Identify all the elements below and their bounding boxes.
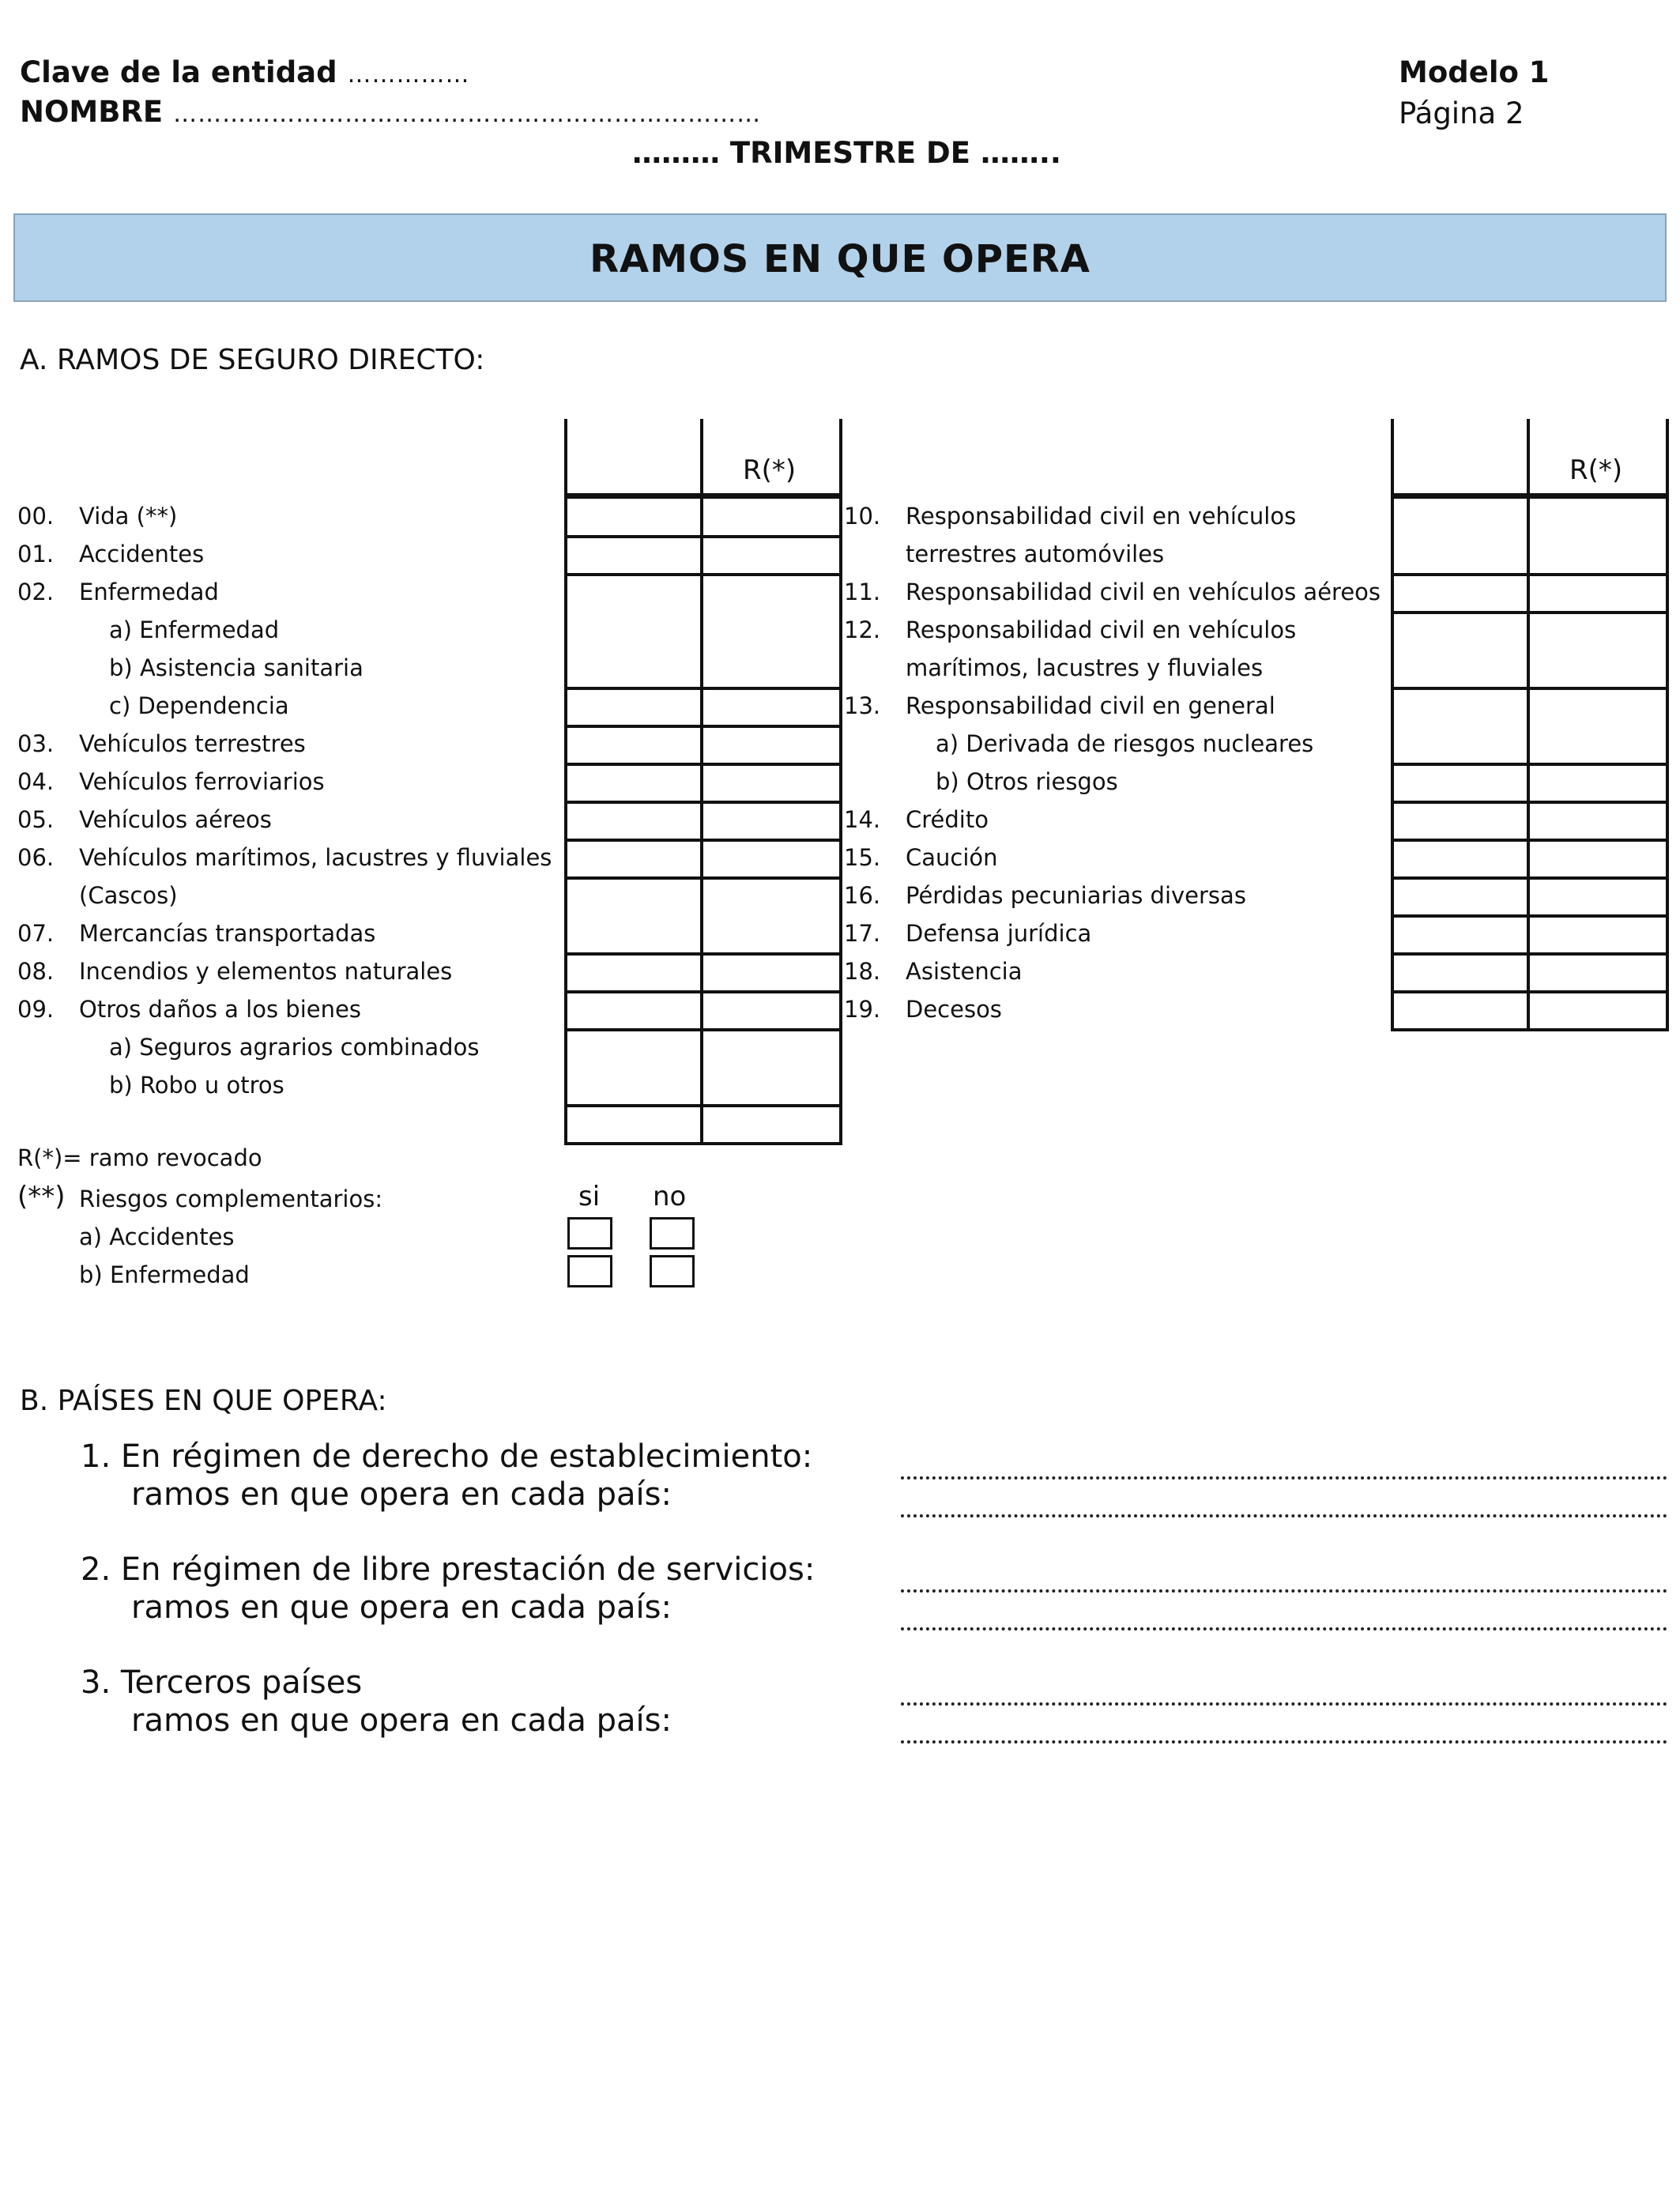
clave-label: Clave de la entidad	[20, 55, 337, 89]
right-ramo-row	[844, 535, 1381, 573]
right-ramo-row	[844, 611, 1381, 649]
pagina-label: Página 2	[1399, 96, 1524, 130]
right-ramo-label: a) Derivada de riesgos nucleares	[936, 730, 1314, 757]
right-table-mark-cell[interactable]	[1394, 613, 1527, 687]
r-revocado-header: R(*)	[743, 454, 797, 486]
left-ramo-row	[17, 649, 555, 687]
left-table-hline	[564, 1142, 842, 1145]
right-ramo-number: 17.	[844, 920, 881, 947]
right-table-revocado-cell[interactable]	[1530, 575, 1666, 611]
left-ramo-label: Mercancías transportadas	[79, 920, 376, 947]
left-ramo-label: Accidentes	[79, 541, 205, 567]
accidentes-si-checkbox[interactable]	[567, 1217, 612, 1250]
left-table-mark-cell[interactable]	[567, 575, 700, 687]
left-table-vline	[839, 419, 842, 1145]
right-ramo-number: 10.	[844, 503, 881, 530]
right-ramos-table	[1391, 419, 1669, 1035]
footnote-r-revocado: R(*)= ramo revocado	[17, 1144, 262, 1171]
left-ramo-label: Vehículos marítimos, lacustres y fluviales	[79, 844, 552, 871]
right-ramo-label: Crédito	[906, 806, 989, 833]
right-table-mark-cell[interactable]	[1394, 916, 1527, 952]
left-table-header-rule	[564, 493, 842, 499]
left-ramo-row	[17, 990, 555, 1028]
title-banner	[13, 213, 1667, 302]
right-ramo-number: 15.	[844, 844, 881, 871]
left-ramo-number: 06.	[17, 844, 55, 871]
left-ramo-label: Enfermedad	[79, 579, 219, 605]
b-item-2-line1: 2. En régimen de libre prestación de servicios:	[81, 1551, 816, 1588]
left-table-mark-cell[interactable]	[567, 840, 700, 876]
b-item-1-answer-line-1[interactable]	[901, 1476, 1667, 1480]
left-table-revocado-cell[interactable]	[703, 1106, 839, 1142]
right-table-mark-cell[interactable]	[1394, 764, 1527, 801]
riesgo-accidentes-label: a) Accidentes	[79, 1223, 235, 1250]
right-ramo-label: Asistencia	[906, 958, 1023, 985]
right-table-revocado-cell[interactable]	[1530, 992, 1666, 1028]
right-ramo-row	[844, 801, 1381, 839]
right-table-revocado-cell[interactable]	[1530, 499, 1666, 573]
left-table-revocado-cell[interactable]	[703, 499, 839, 535]
left-ramo-row	[17, 725, 555, 763]
left-table-revocado-cell[interactable]	[703, 1030, 839, 1104]
b-item-3-line2: ramos en que opera en cada país:	[131, 1702, 672, 1739]
left-ramo-number: 08.	[17, 958, 55, 985]
left-ramo-number: 02.	[17, 579, 55, 605]
left-table-mark-cell[interactable]	[567, 764, 700, 801]
right-table-revocado-cell[interactable]	[1530, 878, 1666, 914]
left-table-revocado-cell[interactable]	[703, 764, 839, 801]
right-ramo-number: 19.	[844, 996, 881, 1023]
riesgo-enfermedad-label: b) Enfermedad	[79, 1261, 250, 1288]
right-ramo-number: 11.	[844, 579, 881, 605]
b-item-1-line2: ramos en que opera en cada país:	[131, 1476, 672, 1513]
right-table-mark-cell[interactable]	[1394, 688, 1527, 763]
right-ramo-label: terrestres automóviles	[906, 541, 1165, 567]
left-ramo-row	[17, 952, 555, 990]
left-ramo-label: Vida (**)	[79, 503, 178, 530]
right-ramo-number: 14.	[844, 806, 881, 833]
left-ramo-label: b) Asistencia sanitaria	[109, 654, 363, 681]
right-ramo-label: Decesos	[906, 996, 1002, 1023]
left-table-mark-cell[interactable]	[567, 802, 700, 839]
b-item-1-answer-line-2[interactable]	[901, 1514, 1667, 1517]
nombre-line	[20, 95, 761, 129]
left-ramo-label: c) Dependencia	[109, 692, 289, 719]
left-ramo-number: 04.	[17, 768, 55, 795]
left-ramo-label: Vehículos terrestres	[79, 730, 306, 757]
right-ramo-number: 13.	[844, 692, 881, 719]
b-item-2-answer-line-2[interactable]	[901, 1627, 1667, 1630]
left-table-revocado-cell[interactable]	[703, 954, 839, 990]
b-item-3-line1: 3. Terceros países	[81, 1664, 363, 1701]
enfermedad-si-checkbox[interactable]	[567, 1255, 612, 1287]
left-table-mark-cell[interactable]	[567, 688, 700, 725]
right-ramo-number: 16.	[844, 882, 881, 909]
right-ramo-number: 12.	[844, 616, 881, 643]
left-table-revocado-cell[interactable]	[703, 575, 839, 687]
accidentes-no-checkbox[interactable]	[650, 1217, 695, 1250]
nombre-dots: ………………………………………………………………	[173, 100, 762, 128]
no-label: no	[653, 1181, 687, 1212]
left-ramo-number: 03.	[17, 730, 55, 757]
left-ramo-row	[17, 801, 555, 839]
enfermedad-no-checkbox[interactable]	[650, 1255, 695, 1287]
left-table-revocado-cell[interactable]	[703, 992, 839, 1028]
right-table-mark-cell[interactable]	[1394, 878, 1527, 914]
right-ramo-label: b) Otros riesgos	[936, 768, 1118, 795]
right-table-mark-cell[interactable]	[1394, 499, 1527, 573]
left-ramo-number: 09.	[17, 996, 55, 1023]
left-table-mark-cell[interactable]	[567, 726, 700, 763]
right-ramo-row	[844, 649, 1381, 687]
left-table-revocado-cell[interactable]	[703, 726, 839, 763]
left-table-mark-cell[interactable]	[567, 1030, 700, 1104]
left-ramo-label: Otros daños a los bienes	[79, 996, 361, 1023]
left-ramo-row	[17, 687, 555, 725]
left-ramo-number: 00.	[17, 503, 55, 530]
left-table-mark-cell[interactable]	[567, 992, 700, 1028]
left-table-revocado-cell[interactable]	[703, 840, 839, 876]
left-ramo-label: (Cascos)	[79, 882, 178, 909]
right-ramo-row	[844, 914, 1381, 952]
left-table-revocado-cell[interactable]	[703, 688, 839, 725]
left-table-revocado-cell[interactable]	[703, 878, 839, 952]
clave-dots: ……………	[347, 61, 470, 89]
right-table-revocado-cell[interactable]	[1530, 954, 1666, 990]
left-table-revocado-cell[interactable]	[703, 802, 839, 839]
b-item-2-line2: ramos en que opera en cada país:	[131, 1589, 672, 1626]
right-ramo-row	[844, 687, 1381, 725]
left-ramo-label: Incendios y elementos naturales	[79, 958, 453, 985]
left-table-mark-cell[interactable]	[567, 1106, 700, 1142]
left-ramo-row	[17, 535, 555, 573]
b-item-3-answer-line-2[interactable]	[901, 1740, 1667, 1744]
left-table-mark-cell[interactable]	[567, 954, 700, 990]
right-table-revocado-cell[interactable]	[1530, 764, 1666, 801]
left-ramo-number: 05.	[17, 806, 55, 833]
right-table-mark-cell[interactable]	[1394, 992, 1527, 1028]
left-ramo-row	[17, 763, 555, 801]
left-ramo-label: Vehículos aéreos	[79, 806, 272, 833]
footnote-star: (**)	[17, 1181, 66, 1212]
left-ramo-row	[17, 1028, 555, 1066]
right-table-revocado-cell[interactable]	[1530, 916, 1666, 952]
b-item-2-answer-line-1[interactable]	[901, 1589, 1667, 1593]
right-table-mark-cell[interactable]	[1394, 802, 1527, 839]
left-ramo-label: a) Seguros agrarios combinados	[109, 1034, 480, 1061]
left-ramo-label: a) Enfermedad	[109, 616, 280, 643]
right-ramo-row	[844, 990, 1381, 1028]
r-revocado-header: R(*)	[1569, 454, 1623, 486]
right-ramo-label: Responsabilidad civil en general	[906, 692, 1275, 719]
right-ramo-row	[844, 876, 1381, 914]
trimestre-line: ……… TRIMESTRE DE ……..	[632, 136, 1061, 170]
left-ramo-row	[17, 839, 555, 876]
b-item-3-answer-line-1[interactable]	[901, 1702, 1667, 1706]
left-ramo-label: Vehículos ferroviarios	[79, 768, 325, 795]
left-table-revocado-cell[interactable]	[703, 537, 839, 573]
right-table-vline	[1666, 419, 1669, 1031]
right-ramo-number: 18.	[844, 958, 881, 985]
left-table-mark-cell[interactable]	[567, 537, 700, 573]
left-table-mark-cell[interactable]	[567, 878, 700, 952]
right-ramo-row	[844, 839, 1381, 876]
right-ramo-row	[844, 497, 1381, 535]
riesgos-complementarios-label: Riesgos complementarios:	[79, 1186, 383, 1212]
section-b-title: B. PAÍSES EN QUE OPERA:	[20, 1385, 387, 1417]
left-ramos-table	[564, 419, 842, 1106]
left-table-mark-cell[interactable]	[567, 499, 700, 535]
left-ramo-label: b) Robo u otros	[109, 1072, 284, 1099]
right-ramo-label: Pérdidas pecuniarias diversas	[906, 882, 1246, 909]
right-table-revocado-cell[interactable]	[1530, 688, 1666, 763]
right-ramo-label: Responsabilidad civil en vehículos	[906, 616, 1297, 643]
right-ramo-row	[844, 725, 1381, 763]
right-table-header-rule	[1391, 493, 1669, 499]
left-ramo-row	[17, 1066, 555, 1104]
clave-entidad-line	[20, 55, 470, 89]
right-ramo-label: Responsabilidad civil en vehículos aéreos	[906, 579, 1381, 605]
b-item-1-line1: 1. En régimen de derecho de establecimiento:	[81, 1438, 813, 1475]
left-ramo-row	[17, 876, 555, 914]
right-table-revocado-cell[interactable]	[1530, 613, 1666, 687]
right-ramo-row	[844, 763, 1381, 801]
nombre-label: NOMBRE	[20, 95, 164, 129]
right-table-mark-cell[interactable]	[1394, 840, 1527, 876]
right-ramo-row	[844, 952, 1381, 990]
right-table-mark-cell[interactable]	[1394, 575, 1527, 611]
right-table-mark-cell[interactable]	[1394, 954, 1527, 990]
left-ramo-row	[17, 573, 555, 611]
left-ramo-number: 07.	[17, 920, 55, 947]
right-ramo-label: Defensa jurídica	[906, 920, 1092, 947]
si-label: si	[578, 1181, 601, 1212]
left-ramo-row	[17, 497, 555, 535]
right-table-revocado-cell[interactable]	[1530, 840, 1666, 876]
left-ramo-row	[17, 611, 555, 649]
right-table-hline	[1391, 1028, 1669, 1031]
right-ramo-row	[844, 573, 1381, 611]
right-table-revocado-cell[interactable]	[1530, 802, 1666, 839]
section-a-title: A. RAMOS DE SEGURO DIRECTO:	[20, 344, 485, 376]
right-ramo-label: Caución	[906, 844, 998, 871]
page-title: RAMOS EN QUE OPERA	[590, 237, 1090, 281]
right-ramo-label: marítimos, lacustres y fluviales	[906, 654, 1264, 681]
modelo-label: Modelo 1	[1399, 55, 1550, 89]
right-ramo-label: Responsabilidad civil en vehículos	[906, 503, 1297, 530]
left-ramo-row	[17, 914, 555, 952]
left-ramo-number: 01.	[17, 541, 55, 567]
